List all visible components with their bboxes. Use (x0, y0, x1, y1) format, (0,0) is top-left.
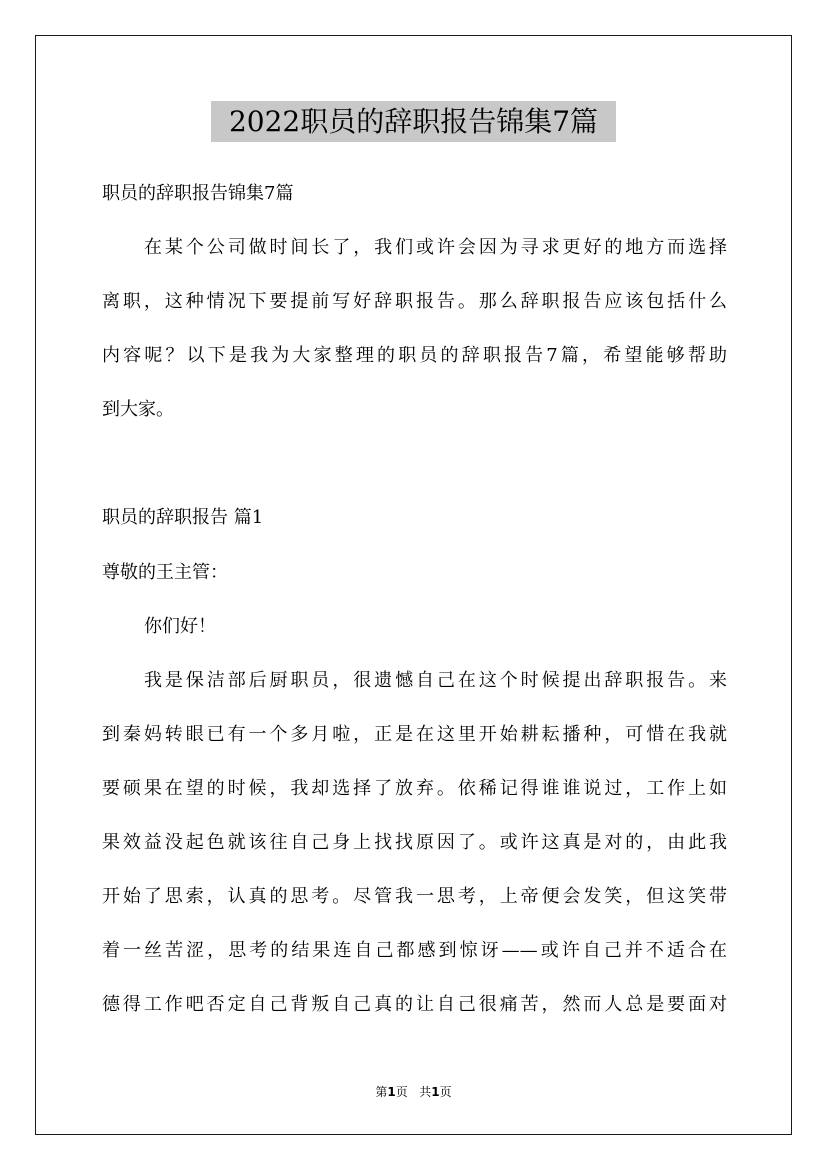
document-title: 2022职员的辞职报告锦集7篇 (211, 101, 616, 142)
letter-line: 果效益没起色就该往自己身上找找原因了。或许这真是对的，由此我 (102, 832, 727, 853)
section-heading: 职员的辞职报告 篇1 (102, 507, 264, 528)
intro-line: 在某个公司做时间长了，我们或许会因为寻求更好的地方而选择 (144, 237, 727, 258)
total-unit: 页 (439, 1085, 452, 1099)
letter-line: 要硕果在望的时候，我却选择了放弃。依稀记得谁谁说过，工作上如 (102, 778, 727, 799)
letter-line: 开始了思索，认真的思考。尽管我一思考，上帝便会发笑，但这笑带 (102, 886, 727, 907)
intro-line: 内容呢？以下是我为大家整理的职员的辞职报告7篇，希望能够帮助 (102, 345, 727, 366)
letter-line: 我是保洁部后厨职员，很遗憾自己在这个时候提出辞职报告。来 (144, 670, 727, 691)
page-current: 1 (387, 1085, 396, 1099)
intro-line: 到大家。 (102, 399, 174, 420)
intro-line: 离职，这种情况下要提前写好辞职报告。那么辞职报告应该包括什么 (102, 291, 727, 312)
page-prefix: 第 (375, 1085, 388, 1099)
letter-line: 到秦妈转眼已有一个多月啦，正是在这里开始耕耘播种，可惜在我就 (102, 724, 727, 745)
letter-line: 着一丝苦涩，思考的结果连自己都感到惊讶——或许自己并不适合在 (102, 940, 727, 961)
letter-line: 德得工作吧否定自己背叛自己真的让自己很痛苦，然而人总是要面对 (102, 994, 727, 1015)
document-subtitle: 职员的辞职报告锦集7篇 (102, 183, 294, 204)
salutation: 尊敬的王主管： (102, 562, 228, 583)
page-unit: 页 (395, 1085, 408, 1099)
greeting: 你们好！ (144, 616, 216, 637)
page-footer (0, 1083, 827, 1100)
page-total: 1 (431, 1085, 440, 1099)
total-prefix: 共 (419, 1085, 432, 1099)
